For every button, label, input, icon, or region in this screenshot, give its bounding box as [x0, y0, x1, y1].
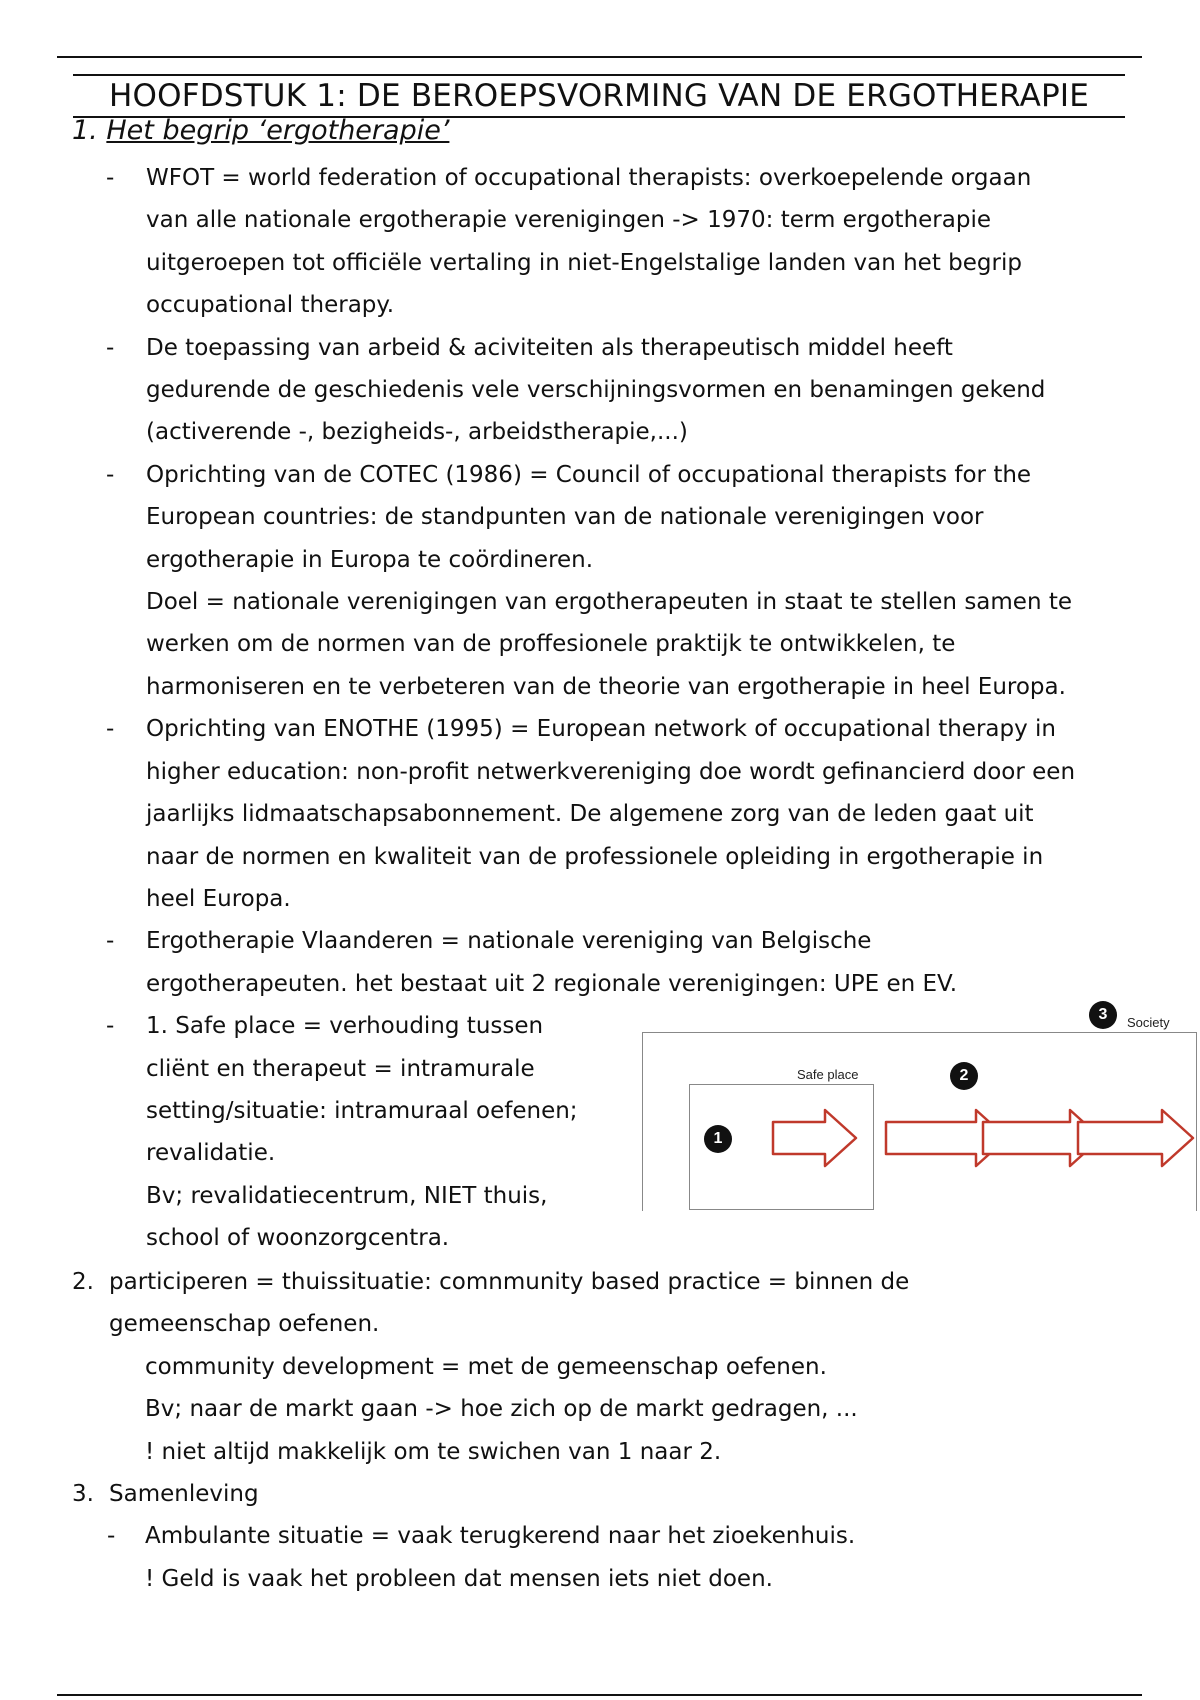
text-line: jaarlijks lidmaatschapsabonnement. De algemene zorg van de leden gaat uit	[146, 801, 1034, 828]
text-line: ergotherapie in Europa te coördineren.	[146, 546, 594, 573]
text-line: European countries: de standpunten van de nationale verenigingen voor	[146, 504, 984, 531]
section-heading	[72, 115, 449, 146]
bullet-marker: -	[106, 334, 115, 361]
item-number: 3.	[72, 1481, 94, 1508]
text-line: Ergotherapie Vlaanderen = nationale vereniging van Belgische	[146, 928, 872, 955]
chapter-title: HOOFDSTUK 1: DE BEROEPSVORMING VAN DE ERGOTHERAPIE	[108, 78, 1090, 114]
text-line: cliënt en therapeut = intramurale	[146, 1055, 535, 1082]
text-line: Ambulante situatie = vaak terugkerend naar het zioekenhuis.	[145, 1523, 856, 1550]
numbered-item-participeren	[72, 1261, 1142, 1473]
arrow-shape	[773, 1110, 856, 1166]
text-line: van alle nationale ergotherapie verenigingen -> 1970: term ergotherapie	[146, 207, 991, 234]
bullet-marker: -	[106, 928, 115, 955]
bullet-marker: -	[106, 461, 115, 488]
text-line: setting/situatie: intramuraal oefenen;	[146, 1097, 578, 1124]
bullet-item-enothe	[104, 708, 1144, 920]
bullet-marker: -	[106, 1013, 115, 1040]
arrow-layer	[638, 995, 1200, 1210]
text-line: (activerende -, bezigheids-, arbeidstherapie,...)	[146, 419, 688, 446]
badge-1: 1	[704, 1125, 732, 1153]
arrow-group	[773, 1110, 1193, 1166]
text-line: Bv; naar de markt gaan -> hoe zich op de markt gedragen, ...	[145, 1396, 858, 1423]
text-line: higher education: non-profit netwerkvereniging doe wordt gefinancierd door een	[146, 758, 1076, 785]
text-line: werken om de normen van de proffesionele praktijk te ontwikkelen, te	[146, 631, 956, 658]
text-line: Doel = nationale verenigingen van ergotherapeuten in staat te stellen samen te	[146, 589, 1073, 616]
text-line: De toepassing van arbeid & aciviteiten als therapeutisch middel heeft	[146, 334, 953, 361]
bullet-item-safe-place	[104, 1005, 646, 1259]
text-line: occupational therapy.	[146, 292, 395, 319]
chapter-title-box	[73, 74, 1125, 118]
care-setting-diagram	[638, 995, 1200, 1210]
bottom-rule	[57, 1694, 1142, 1696]
text-line: gedurende de geschiedenis vele verschijningsvormen en benamingen gekend	[146, 377, 1046, 404]
text-line: ! niet altijd makkelijk om te swichen van 1 naar 2.	[145, 1438, 722, 1465]
item-number: 2.	[72, 1269, 94, 1295]
arrow-shape	[1078, 1110, 1193, 1166]
bullet-marker: -	[106, 716, 115, 743]
text-line: uitgeroepen tot officiële vertaling in niet-Engelstalige landen van het begrip	[146, 249, 1022, 276]
bullet-item-cotec	[104, 454, 1144, 708]
section-number: 1.	[72, 115, 98, 146]
text-line: harmoniseren en te verbeteren van de theorie van ergotherapie in heel Europa.	[146, 673, 1066, 700]
top-rule	[57, 56, 1142, 58]
sub-bullet-ambulante	[109, 1515, 1142, 1600]
bullet-item-wfot	[104, 157, 1144, 327]
bullet-marker: -	[106, 165, 115, 191]
society-label: Society	[1127, 1015, 1170, 1030]
badge-3: 3	[1089, 1001, 1117, 1029]
safe-place-label: Safe place	[797, 1067, 859, 1082]
bullet-marker: -	[107, 1523, 116, 1550]
text-line: revalidatie.	[146, 1140, 276, 1167]
text-line: gemeenschap oefenen.	[109, 1311, 380, 1338]
text-line: Samenleving	[109, 1481, 259, 1508]
badge-2: 2	[950, 1062, 978, 1090]
text-line: Bv; revalidatiecentrum, NIET thuis,	[146, 1182, 548, 1209]
text-line: naar de normen en kwaliteit van de professionele opleiding in ergotherapie in	[146, 843, 1044, 870]
bullet-item-toepassing	[104, 327, 1144, 454]
numbered-item-samenleving	[72, 1473, 1142, 1600]
text-line: ! Geld is vaak het probleen dat mensen iets niet doen.	[145, 1565, 773, 1592]
text-line: WFOT = world federation of occupational therapists: overkoepelende orgaan	[146, 165, 1032, 191]
text-line: ergotherapeuten. het bestaat uit 2 regionale verenigingen: UPE en EV.	[146, 970, 958, 997]
text-line: Oprichting van de COTEC (1986) = Council of occupational therapists for the	[146, 461, 1032, 488]
text-line: 1. Safe place = verhouding tussen	[146, 1013, 544, 1040]
text-line: participeren = thuissituatie: comnmunity based practice = binnen de	[109, 1269, 910, 1295]
section-heading-text: Het begrip ‘ergotherapie’	[106, 115, 450, 146]
text-line: heel Europa.	[146, 885, 291, 912]
bullet-item-ergotherapie-vlaanderen	[104, 920, 1144, 1005]
text-line: Oprichting van ENOTHE (1995) = European network of occupational therapy in	[146, 716, 1056, 743]
text-line: community development = met de gemeenschap oefenen.	[145, 1353, 827, 1380]
numbered-list	[72, 1261, 1142, 1600]
text-line: school of woonzorgcentra.	[146, 1225, 450, 1252]
